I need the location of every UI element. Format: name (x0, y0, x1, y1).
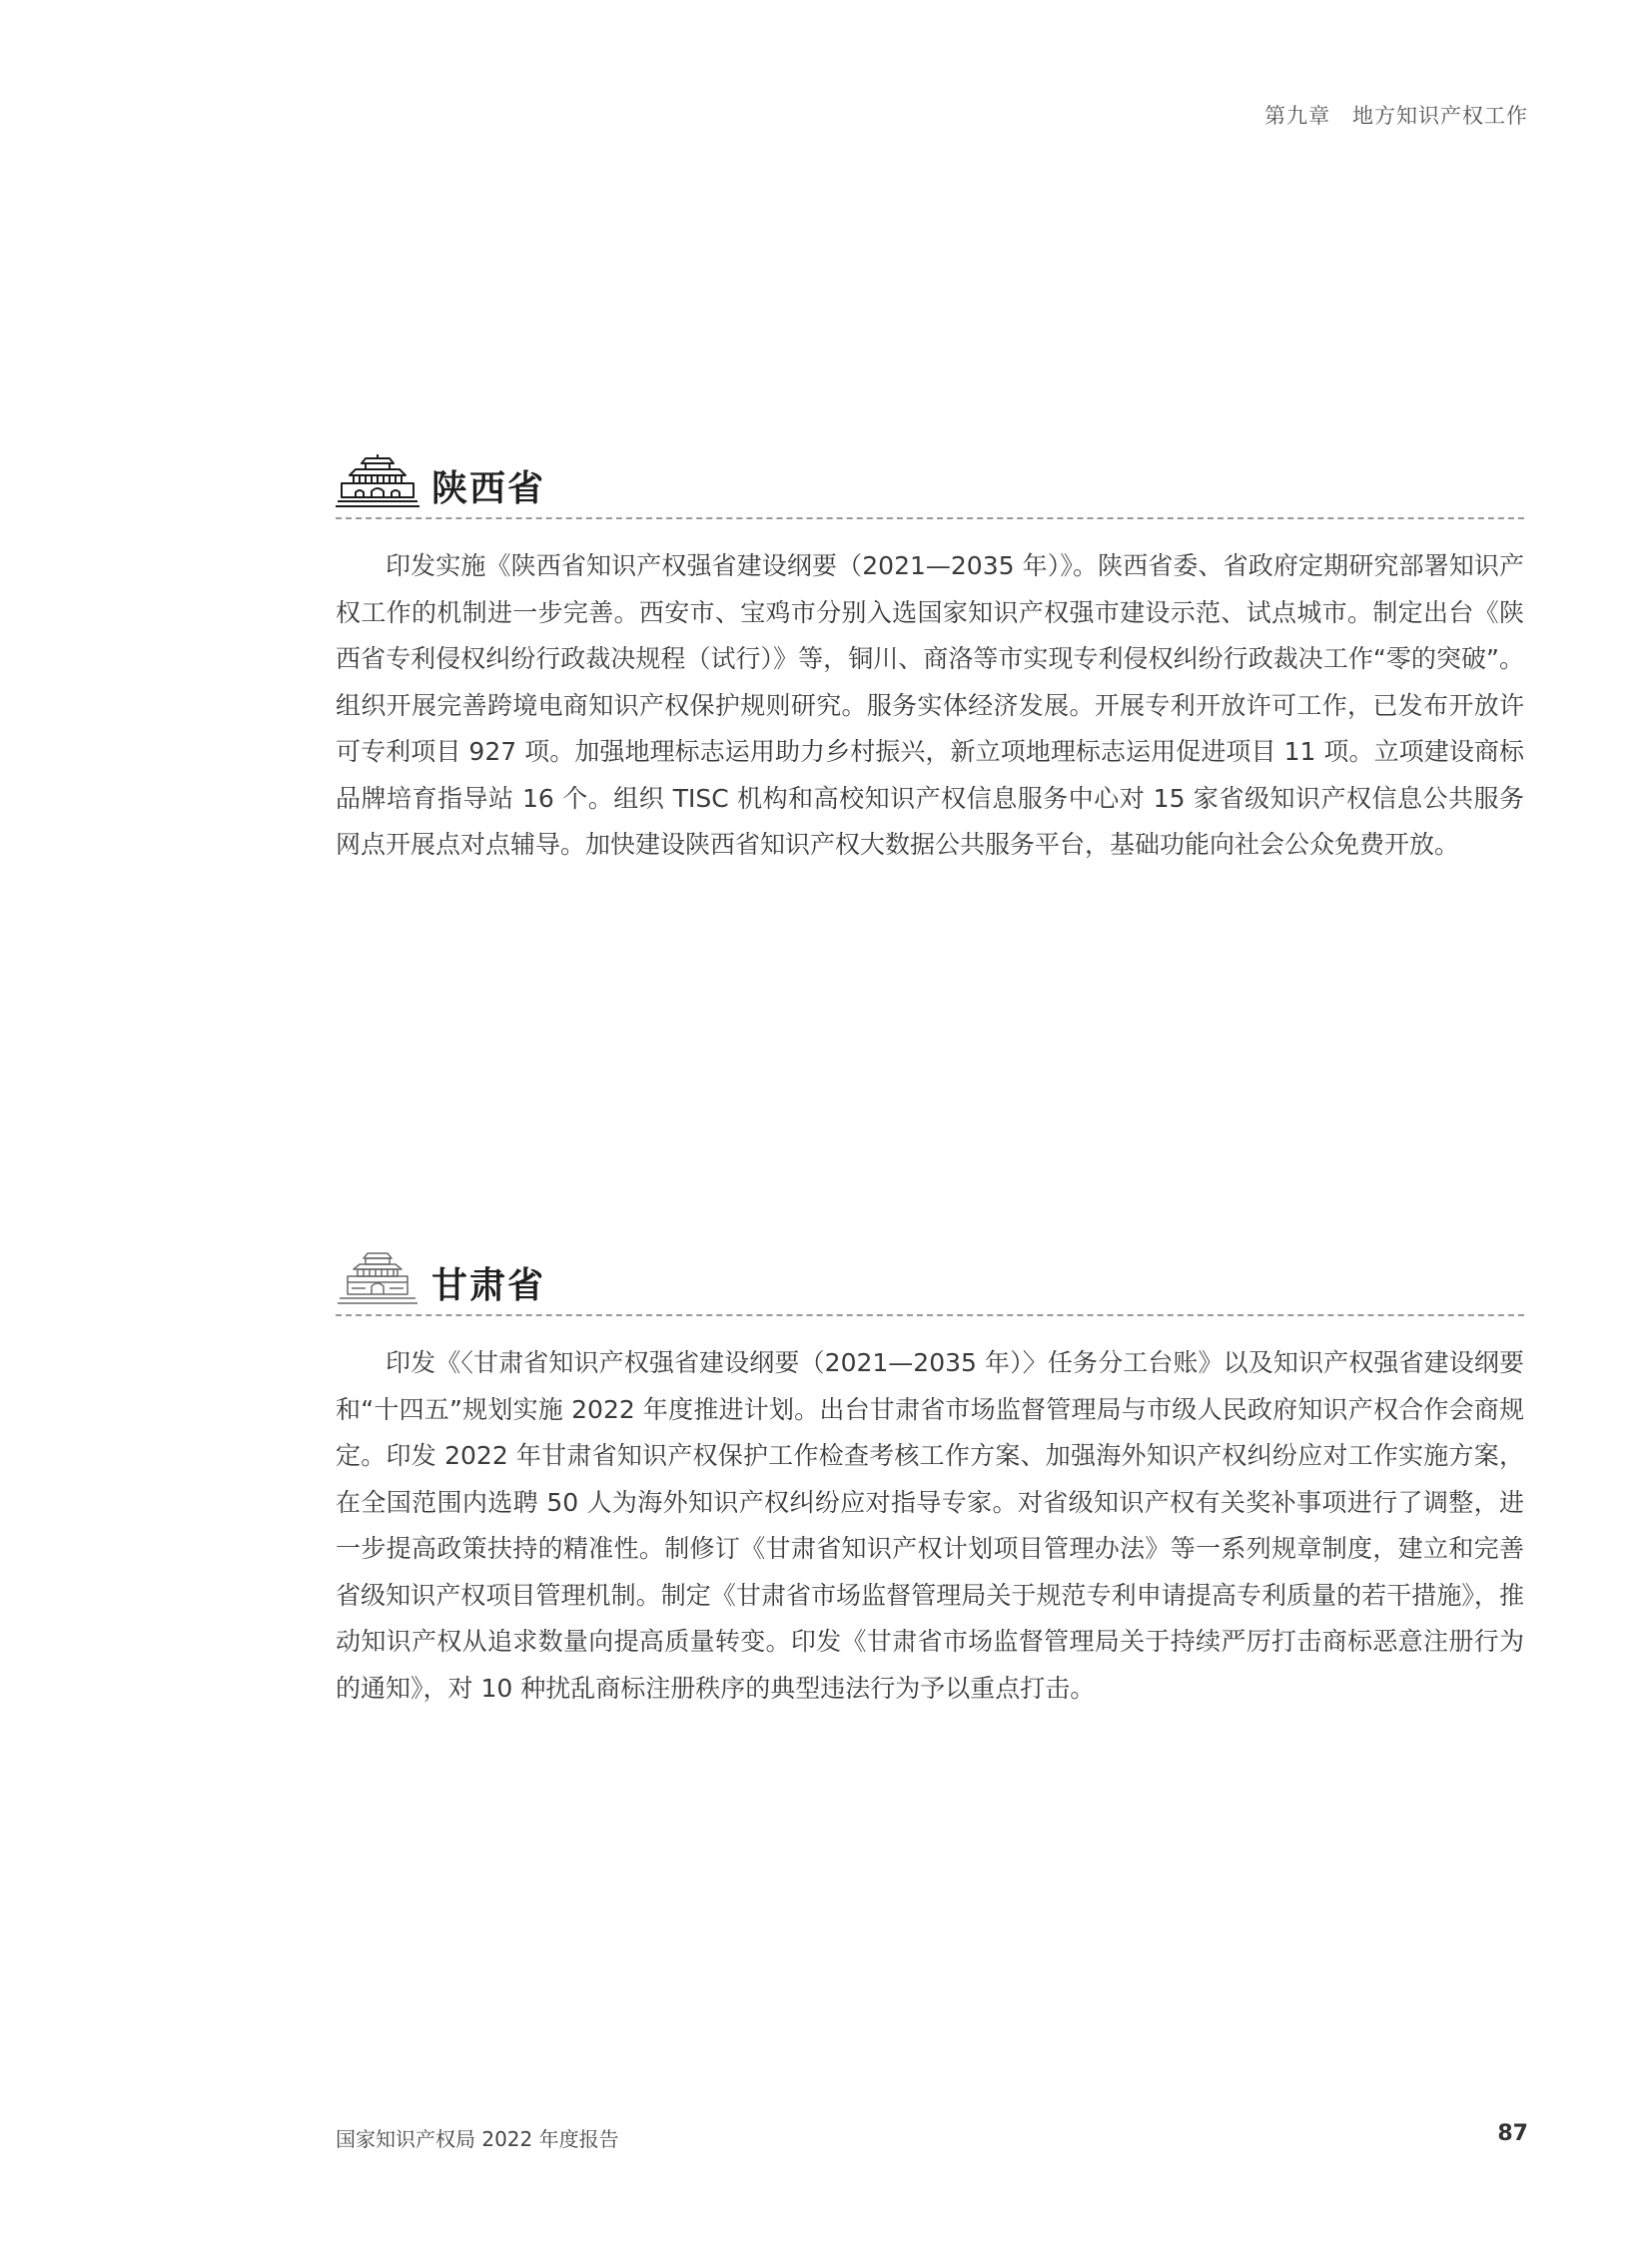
section-title: 陕西省 (431, 468, 546, 509)
city-gate-icon (336, 1250, 419, 1310)
gate-tower-icon (336, 453, 419, 513)
section-paragraph: 印发《〈甘肃省知识产权强省建设纲要（2021—2035 年）〉任务分工台账》以及知识产权强省建设纲要和“十四五”规划实施 2022 年度推进计划。出台甘肃省市场监督管理局与市级人民政府知识产权合作会商规定。印发 2022 年甘肃省知识产权保护工作检查考核工作方案、加强海外知识产权纠纷应对工作实施方案，在全国范围内选聘 50 人为海外知识产权纠纷应对指导专家。对省级知识产权有关奖补事项进行了调整，进一步提高政策扶持的精准性。制修订《甘肃省知识产权计划项目管理办法》等一系列规章制度，建立和完善省级知识产权项目管理机制。制定《甘肃省市场监督管理局关于规范专利申请提高专利质量的若干措施》，推动知识产权从追求数量向提高质量转变。印发《甘肃省市场监督管理局关于持续严厉打击商标恶意注册行为的通知》，对 10 种扰乱商标注册秩序的典型违法行为予以重点打击。 (336, 1348, 1524, 1703)
chapter-title: 地方知识产权工作 (1352, 104, 1528, 128)
section-heading (336, 1254, 1524, 1316)
section-paragraph: 印发实施《陕西省知识产权强省建设纲要（2021—2035 年）》。陕西省委、省政府定期研究部署知识产权工作的机制进一步完善。西安市、宝鸡市分别入选国家知识产权强市建设示范、试点城市。制定出台《陕西省专利侵权纠纷行政裁决规程（试行）》等，铜川、商洛等市实现专利侵权纠纷行政裁决工作“零的突破”。组织开展完善跨境电商知识产权保护规则研究。服务实体经济发展。开展专利开放许可工作，已发布开放许可专利项目 927 项。加强地理标志运用助力乡村振兴，新立项地理标志运用促进项目 11 项。立项建设商标品牌培育指导站 16 个。组织 TISC 机构和高校知识产权信息服务中心对 15 家省级知识产权信息公共服务网点开展点对点辅导。加快建设陕西省知识产权大数据公共服务平台，基础功能向社会公众免费开放。 (336, 551, 1524, 859)
footer-publication: 国家知识产权局 2022 年度报告 (336, 2127, 619, 2151)
chapter-number: 第九章 (1264, 104, 1330, 128)
section-title: 甘肃省 (431, 1265, 546, 1306)
page-number: 87 (1497, 2121, 1528, 2146)
section-gansu (336, 1254, 1524, 1712)
section-shaanxi (336, 457, 1524, 869)
running-head (1264, 100, 1528, 130)
section-heading (336, 457, 1524, 519)
